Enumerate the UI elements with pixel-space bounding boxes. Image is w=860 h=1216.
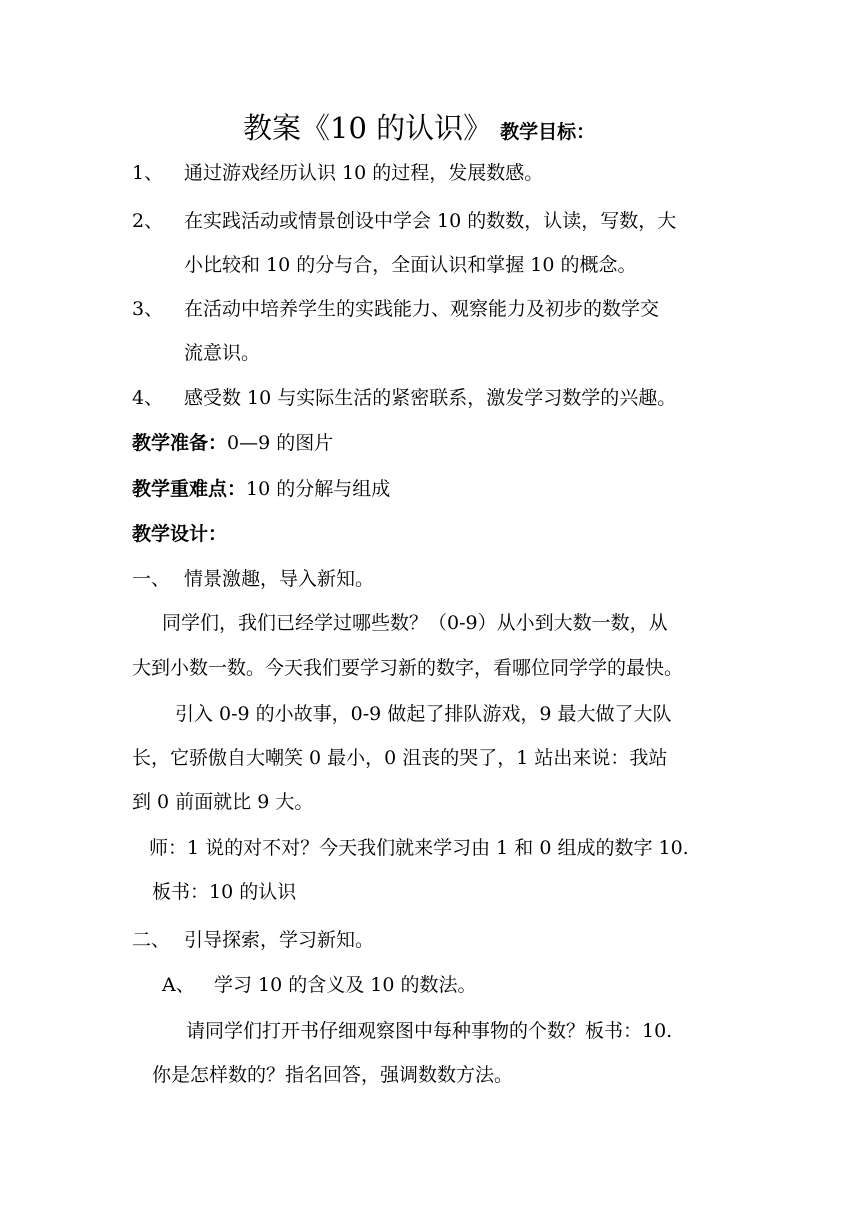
objective-4 [132,386,676,410]
paragraph-3-line-1: 请同学们打开书仔细观察图中每种事物的个数？板书：10. [186,1020,673,1042]
objective-number: 3、 [132,298,164,320]
objective-text: 在实践活动或情景创设中学会 10 的数数，认读，写数，大 [184,210,677,232]
title-sub: 教学目标： [500,121,596,143]
paragraph-2-line-1: 引入 0-9 的小故事，0-9 做起了排队游戏，9 最大做了大队 [175,703,672,725]
prep-value: 0—9 的图片 [227,432,334,454]
objective-number: 4、 [132,387,164,409]
subsection-number: A、 [162,974,195,996]
objective-text: 在活动中培养学生的实践能力、观察能力及初步的数学交 [184,298,660,320]
keypoint-label: 教学重难点： [132,478,247,500]
objective-number: 1、 [132,162,164,184]
subsection-title: 学习 10 的含义及 10 的数法。 [214,974,477,996]
page-title [243,110,595,146]
objective-3 [132,297,659,321]
teacher-question: 师：1 说的对不对？今天我们就来学习由 1 和 0 组成的数字 10. [149,837,689,859]
objective-2-continued: 小比较和 10 的分与合，全面认识和掌握 10 的概念。 [184,254,637,276]
teaching-design-heading: 教学设计： [132,523,228,545]
paragraph-2-line-3: 到 0 前面就比 9 大。 [132,791,314,813]
objective-2 [132,209,676,233]
teaching-keypoint [132,477,390,501]
paragraph-3-line-2: 你是怎样数的？指名回答，强调数数方法。 [152,1064,514,1086]
objective-text: 通过游戏经历认识 10 的过程，发展数感。 [184,162,544,184]
teaching-prep [132,431,333,455]
objective-3-continued: 流意识。 [184,342,261,364]
prep-label: 教学准备： [132,432,228,454]
objective-1 [132,161,543,185]
subsection-a-heading [162,973,477,997]
keypoint-value: 10 的分解与组成 [246,478,391,500]
paragraph-2-line-2: 长，它骄傲自大嘲笑 0 最小，0 沮丧的哭了，1 站出来说：我站 [132,747,668,769]
section-title: 引导探索，学习新知。 [184,929,375,951]
objective-text: 感受数 10 与实际生活的紧密联系，激发学习数学的兴趣。 [184,387,677,409]
objective-number: 2、 [132,210,164,232]
section-number: 一、 [132,568,171,590]
section-number: 二、 [132,929,171,951]
section-1-heading [132,567,374,591]
board-writing: 板书：10 的认识 [152,881,297,903]
title-main: 教案《10 的认识》 [243,111,493,145]
paragraph-1-line-1: 同学们，我们已经学过哪些数？（0-9）从小到大数一数，从 [162,612,668,634]
section-title: 情景激趣，导入新知。 [184,568,375,590]
paragraph-1-line-2: 大到小数一数。今天我们要学习新的数字，看哪位同学学的最快。 [132,657,684,679]
section-2-heading [132,928,374,952]
